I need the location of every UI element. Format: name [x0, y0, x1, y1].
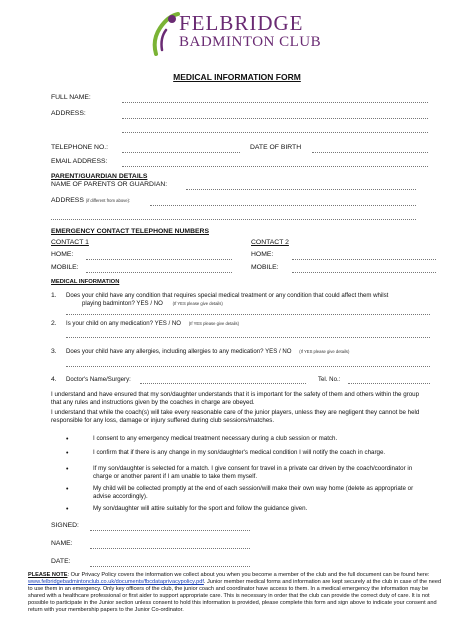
contact2-home-label: HOME: — [251, 251, 274, 258]
dob-field[interactable] — [312, 152, 428, 153]
please-note-label: PLEASE NOTE — [28, 572, 68, 578]
form-title: MEDICAL INFORMATION FORM — [173, 72, 301, 82]
doctor-tel-field[interactable] — [348, 383, 430, 384]
signoff-date-field[interactable] — [90, 566, 250, 567]
tel-label: Tel. No.: — [318, 376, 341, 383]
address-field-line-2[interactable] — [122, 132, 428, 133]
contact2-home-field[interactable] — [292, 259, 436, 260]
bullet-icon: • — [66, 486, 69, 493]
declaration-bullet-4: My child will be collected promptly at the end of each session/will make their own way home (delete as appropriate or advise accordingly). — [93, 485, 414, 500]
q2-question: Is your child on any medication? YES / NO — [66, 320, 182, 327]
q1-number: 1. — [51, 292, 57, 299]
dob-label: DATE OF BIRTH — [250, 144, 302, 151]
logo-subtitle: BADMINTON CLUB — [179, 34, 322, 50]
parent-address-text: ADDRESS — [51, 197, 84, 204]
declaration-bullet-5: My son/daughter will attire suitably for the sport and follow the guidance given. — [93, 505, 308, 512]
q3-question: Does your child have any allergies, including allergies to any medication? YES / NO — [66, 348, 292, 355]
name-label: NAME: — [51, 540, 73, 547]
parent-address-field-1[interactable] — [150, 205, 416, 206]
declaration-bullet-1: I consent to any emergency medical treatment necessary during a club session or match. — [93, 435, 338, 442]
medical-heading: MEDICAL INFORMATION — [51, 279, 120, 285]
contact2-label: CONTACT 2 — [251, 239, 289, 246]
q3-text — [66, 349, 349, 355]
q3-answer-line[interactable] — [66, 366, 430, 367]
bullet-icon: • — [66, 466, 69, 473]
telephone-label: TELEPHONE NO.: — [51, 144, 109, 151]
declaration-bullet-3: If my son/daughter is selected for a match. I give consent for travel in a private car driven by the coach/coordinator in charge or another parent if I am unable to take them myself. — [93, 465, 413, 480]
contact1-label: CONTACT 1 — [51, 239, 89, 246]
q2-text — [66, 321, 239, 327]
q1-text-line1: Does your child have any condition that requires special medical treatment or any condition that could affect them whilst — [66, 292, 389, 299]
declaration-paragraph-2: I understand that while the coach(s) will take every reasonable care of the junior players, unless they are negligent they cannot be held responsible for any loss, damage or injury suffered during club sessions/matches. — [51, 409, 420, 424]
parent-names-field[interactable] — [186, 189, 416, 190]
privacy-text-2: . Junior member medical forms and information are kept securely at the club in case of the need to use them in an emergency. Only key officers of the club, the junior coach and coordinator have access to them. In a medical emergency the information may be shared with a healthcare professional or first aider to support appropriate care. This is necessary in order that the club can provide the correct duty of care. It is not possible to participate in the Junior section unless consent to hold this information is provided, please complete this form and sign above to indicate your consent and return with your membership papers to the Junior Co-ordinator. — [28, 578, 442, 613]
declaration-paragraph-1: I understand and have ensured that my son/daughter understands that it is important for the safety of them and others within the group that any rules and instructions given by the coaches in charge are obeyed. — [51, 391, 420, 406]
logo-title: FELBRIDGE — [179, 11, 304, 35]
bullet-icon: • — [66, 506, 69, 513]
privacy-text-1: : Our Privacy Policy covers the information we collect about you when you become a member of the club and the full document can be found here: — [67, 572, 430, 578]
parent-names-label: NAME OF PARENTS OR GUARDIAN: — [51, 181, 168, 188]
signature-field[interactable] — [90, 530, 250, 531]
contact1-mobile-field[interactable] — [86, 272, 232, 273]
contact2-mobile-label: MOBILE: — [251, 264, 279, 271]
shuttlecock-logo-icon — [150, 10, 182, 56]
parent-address-note: (if different from above): — [85, 198, 131, 203]
contact1-mobile-label: MOBILE: — [51, 264, 79, 271]
q2-number: 2. — [51, 320, 57, 327]
telephone-field[interactable] — [122, 152, 240, 153]
signed-label: SIGNED: — [51, 522, 79, 529]
doctor-field[interactable] — [140, 383, 306, 384]
q3-details-note: (If YES please give details) — [299, 349, 350, 354]
q2-details-note: (If YES please give details) — [188, 321, 239, 326]
privacy-note — [28, 572, 446, 613]
email-field[interactable] — [122, 166, 428, 167]
parent-address-field-2[interactable] — [51, 219, 416, 220]
club-logo — [179, 13, 321, 50]
address-field-line-1[interactable] — [122, 118, 428, 119]
q4-number: 4. — [51, 376, 57, 383]
date-label: DATE: — [51, 558, 71, 565]
contact1-home-label: HOME: — [51, 251, 74, 258]
full-name-label: FULL NAME: — [51, 94, 91, 101]
q3-number: 3. — [51, 348, 57, 355]
contact1-home-field[interactable] — [86, 259, 232, 260]
emergency-heading: EMERGENCY CONTACT TELEPHONE NUMBERS — [51, 228, 209, 235]
address-label: ADDRESS: — [51, 110, 86, 117]
q1-yes-no: playing badminton? YES / NO — [82, 300, 163, 307]
declaration-bullet-2: I confirm that if there is any change in my son/daughter's medical condition I will notify the coach in charge. — [93, 449, 386, 456]
contact2-mobile-field[interactable] — [292, 272, 436, 273]
q2-answer-line[interactable] — [66, 337, 430, 338]
privacy-policy-link[interactable]: www.felbridgebadmintonclub.co.uk/documents/fbcdataprivacypolicy.pdf — [28, 578, 204, 585]
parent-heading: PARENT/GUARDIAN DETAILS — [51, 173, 148, 180]
q1-text-line2 — [82, 301, 223, 307]
q1-answer-line[interactable] — [66, 314, 430, 315]
q4-text: Doctor's Name/Surgery: — [66, 376, 131, 383]
full-name-field[interactable] — [122, 102, 428, 103]
q1-details-note: (If YES please give details) — [172, 301, 223, 306]
email-label: EMAIL ADDRESS: — [51, 158, 108, 165]
bullet-icon: • — [66, 436, 69, 443]
signoff-name-field[interactable] — [90, 548, 250, 549]
bullet-icon: • — [66, 450, 69, 457]
parent-address-label — [51, 198, 130, 205]
